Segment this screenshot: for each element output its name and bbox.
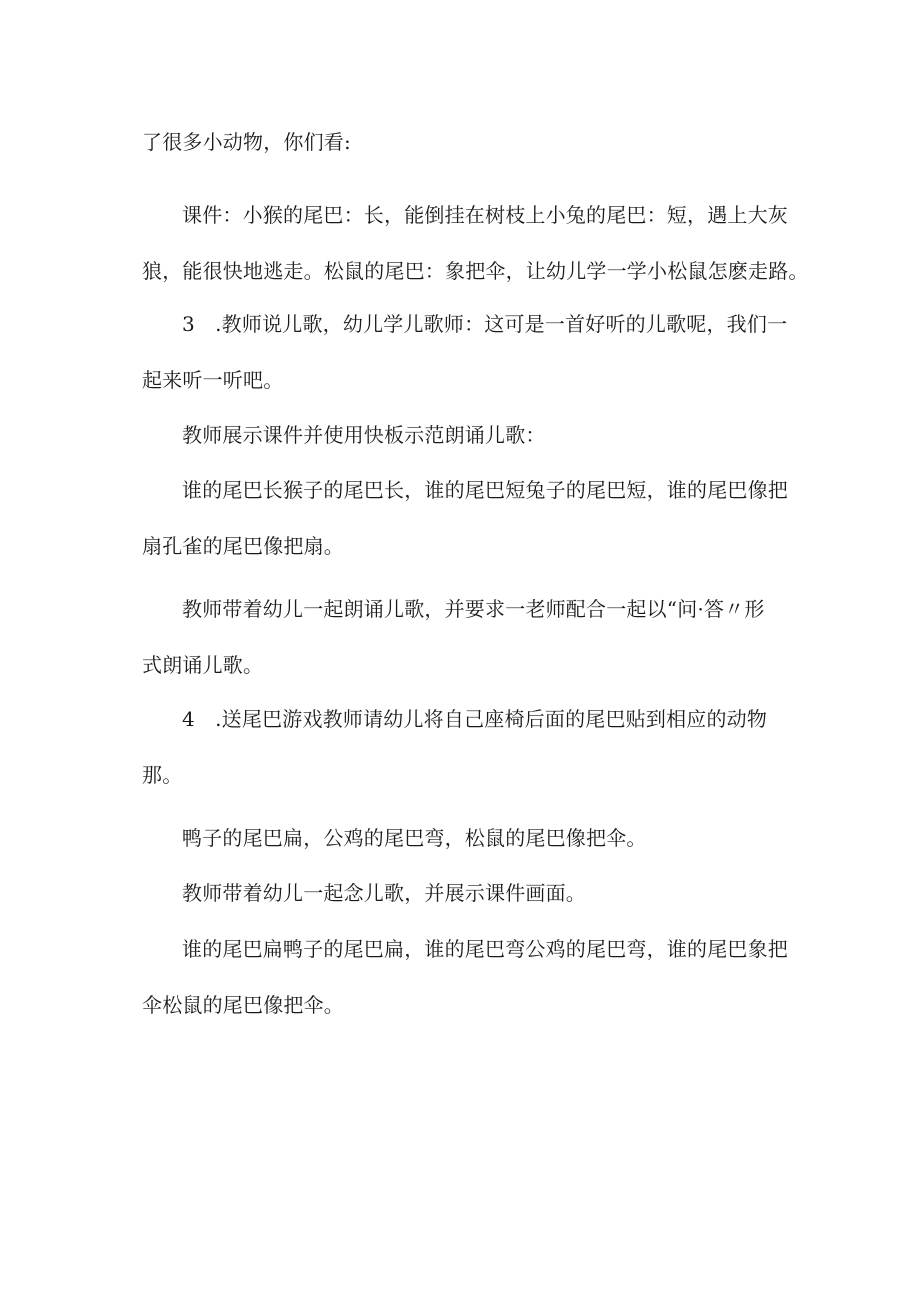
paragraph-1 (142, 114, 782, 170)
paragraph-line: 4 .送尾巴游戏教师请幼儿将自己座椅后面的尾巴贴到相应的动物 (182, 707, 768, 731)
paragraph-line: 课件：小猴的尾巴：长，能倒挂在树枝上小兔的尾巴：短，遇上大灰 (182, 203, 788, 227)
paragraph-line: 那。 (142, 763, 183, 787)
paragraph-4 (142, 407, 782, 463)
paragraph-line: 教师展示课件并使用快板示范朗诵儿歌： (182, 423, 546, 447)
paragraph-line: 3 .教师说儿歌，幼儿学儿歌师：这可是一首好听的儿歌呢，我们一 (182, 312, 788, 336)
paragraph-10 (142, 921, 788, 1033)
paragraph-line: 伞松鼠的尾巴像把伞。 (142, 993, 344, 1017)
paragraph-5 (142, 462, 788, 574)
paragraph-6 (142, 581, 782, 693)
paragraph-line: 了很多小动物，你们看: (142, 130, 351, 154)
paragraph-2 (142, 187, 809, 299)
paragraph-line: 教师带着幼儿一起朗诵儿歌，并要求一老师配合一起以“问·答〃形 (182, 597, 765, 621)
paragraph-line: 式朗诵儿歌。 (142, 653, 264, 677)
paragraph-line: 扇孔雀的尾巴像把扇。 (142, 534, 344, 558)
paragraph-8 (142, 810, 782, 866)
paragraph-line: 狼，能很快地逃走。松鼠的尾巴：象把伞，让幼儿学一学小松鼠怎麽走路。 (142, 259, 809, 283)
paragraph-line: 教师带着幼儿一起念儿歌，并展示课件画面。 (182, 881, 586, 905)
paragraph-9 (142, 865, 782, 921)
paragraph-line: 谁的尾巴扁鸭子的尾巴扁，谁的尾巴弯公鸡的尾巴弯，谁的尾巴象把 (182, 937, 788, 961)
paragraph-line: 起来听一听吧。 (142, 368, 284, 392)
paragraph-line: 谁的尾巴长猴子的尾巴长，谁的尾巴短兔子的尾巴短，谁的尾巴像把 (182, 478, 788, 502)
paragraph-line: 鸭子的尾巴扁，公鸡的尾巴弯，松鼠的尾巴像把伞。 (182, 826, 647, 850)
paragraph-7 (142, 691, 782, 803)
paragraph-3 (142, 296, 788, 408)
